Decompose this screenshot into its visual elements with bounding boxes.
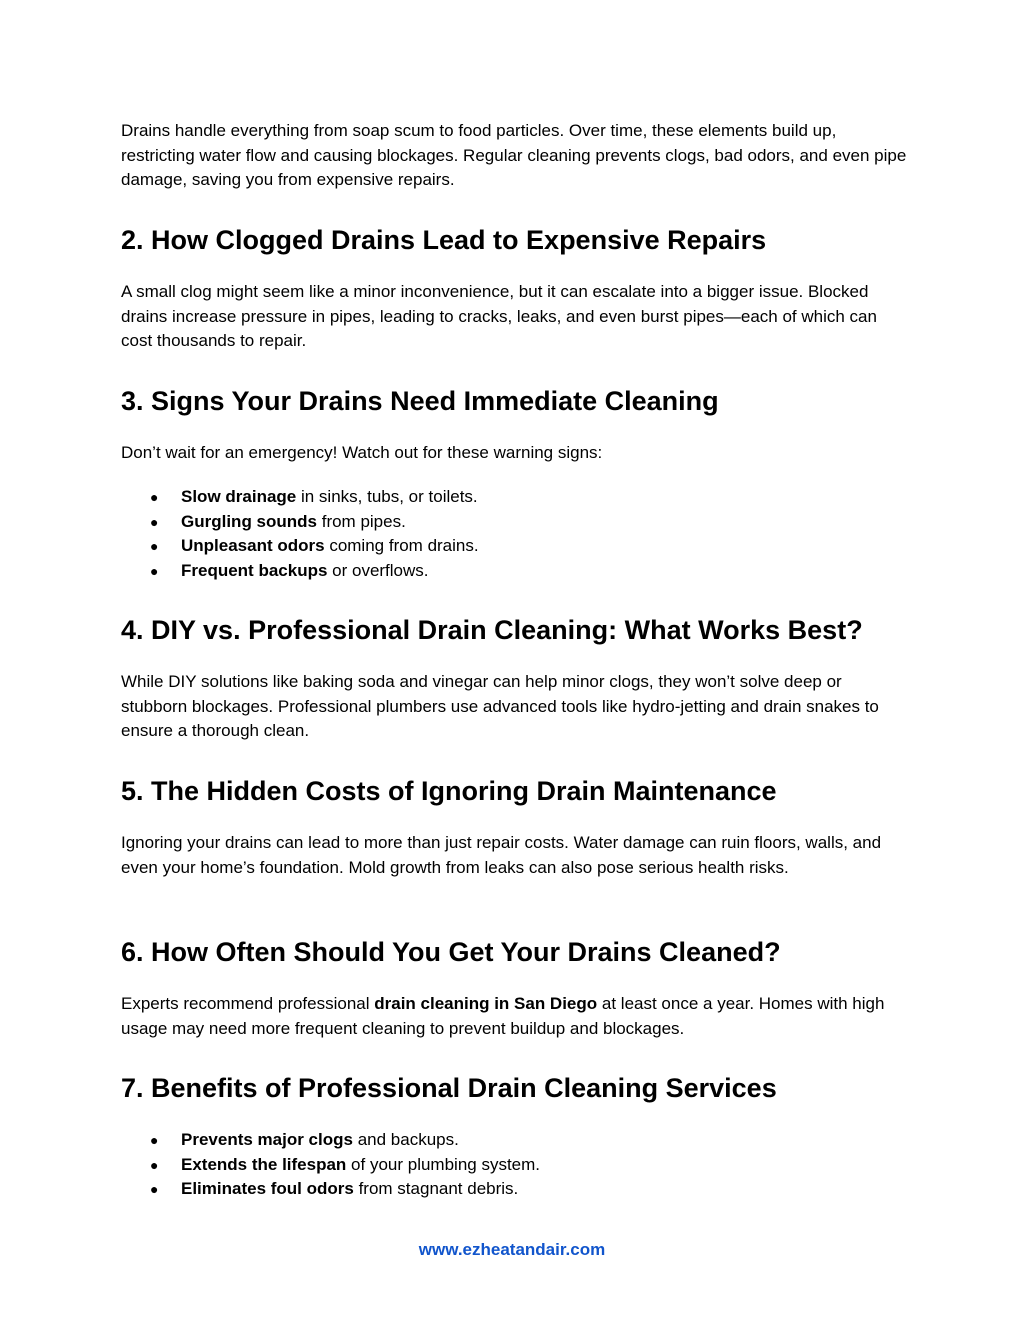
section-5-paragraph: Ignoring your drains can lead to more than just repair costs. Water damage can ruin floors, walls, and even your home’s foundation. Mold growth from leaks can also pose serious health risks. (121, 833, 882, 877)
section-6-paragraph (121, 992, 911, 1041)
list-item (121, 510, 911, 535)
list-item (121, 485, 911, 510)
list-item (121, 1177, 911, 1202)
list-item-text: and backups. (352, 1130, 459, 1149)
list-item-text: in sinks, tubs, or toilets. (296, 487, 478, 506)
list-item-bold: Prevents major clogs (181, 1130, 353, 1149)
list-item-bold: Slow drainage (181, 487, 297, 506)
list-item-bold: Eliminates foul odors (181, 1179, 354, 1198)
list-item (121, 1153, 911, 1178)
warning-signs-list (121, 485, 911, 583)
intro-paragraph: Drains handle everything from soap scum to food particles. Over time, these elements build up, restricting water flow and causing blockages. Regular cleaning prevents clogs, bad odors, and even pipe damage, saving you from expensive repairs. (121, 121, 907, 189)
bullet-icon: ● (150, 562, 159, 579)
list-item-text: of your plumbing system. (346, 1154, 541, 1174)
section-6-keyword: drain cleaning in San Diego (374, 994, 598, 1013)
section-2-paragraph: A small clog might seem like a minor inconvenience, but it can escalate into a bigger issue. Blocked drains increase pressure in pipes, leading to cracks, leaks, and even burst pipes—each of which can cost thousands to repair. (121, 282, 877, 350)
list-item-text: from stagnant debris. (353, 1179, 519, 1198)
bullet-icon: ● (150, 1156, 159, 1173)
list-item-bold: Extends the lifespan (181, 1154, 347, 1174)
bullet-icon: ● (150, 1132, 159, 1148)
section-3-heading: 3. Signs Your Drains Need Immediate Cleaning (121, 386, 719, 416)
section-4-paragraph: While DIY solutions like baking soda and vinegar can help minor clogs, they won’t solve deep or stubborn blockages. Professional plumbers use advanced tools like hydro-jetting and drain snakes to ensure a thorough clean. (121, 672, 879, 740)
section-4-heading: 4. DIY vs. Professional Drain Cleaning: What Works Best? (121, 615, 863, 645)
bullet-icon: ● (150, 489, 159, 505)
list-item (121, 534, 911, 559)
section-7-heading: 7. Benefits of Professional Drain Cleaning Services (121, 1073, 777, 1103)
list-item-text: coming from drains. (324, 536, 479, 555)
list-item-bold: Frequent backups (181, 560, 328, 580)
list-item-text: or overflows. (327, 560, 429, 580)
website-link[interactable]: www.ezheatandair.com (418, 1240, 606, 1259)
bullet-icon: ● (150, 513, 159, 530)
list-item-bold: Unpleasant odors (181, 536, 325, 555)
list-item-text: from pipes. (317, 511, 406, 531)
section-3-paragraph: Don’t wait for an emergency! Watch out for these warning signs: (121, 443, 603, 462)
section-2-heading: 2. How Clogged Drains Lead to Expensive Repairs (121, 225, 767, 255)
benefits-list (121, 1128, 911, 1202)
bullet-icon: ● (150, 1181, 159, 1197)
bullet-icon: ● (150, 538, 159, 554)
list-item (121, 1128, 911, 1153)
section-6-text-end: at least once a year. Homes with high usage may need more frequent cleaning to prevent buildup and blockages. (121, 994, 885, 1038)
section-6-heading: 6. How Often Should You Get Your Drains Cleaned? (121, 937, 781, 967)
section-5-heading: 5. The Hidden Costs of Ignoring Drain Maintenance (121, 776, 777, 806)
list-item (121, 559, 911, 584)
list-item-bold: Gurgling sounds (181, 511, 317, 531)
section-6-text-start: Experts recommend professional (121, 994, 375, 1013)
